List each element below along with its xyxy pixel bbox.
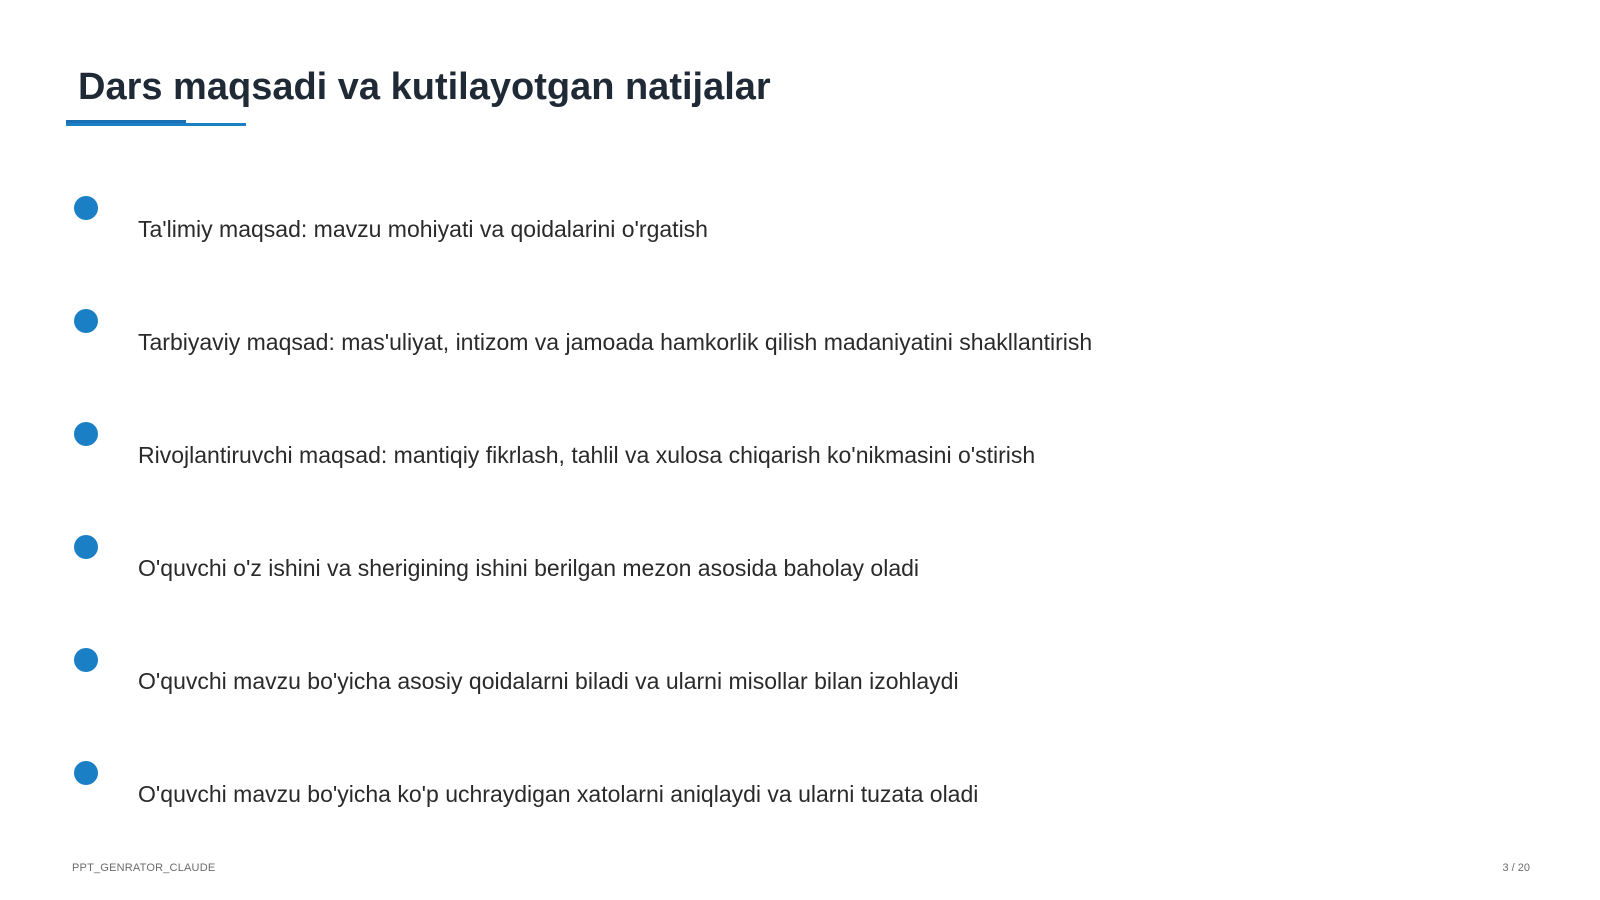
list-item-text: Rivojlantiruvchi maqsad: mantiqiy fikrlash, tahlil va xulosa chiqarish ko'nikmasini o'stirish: [138, 442, 1036, 468]
list-item-text: Ta'limiy maqsad: mavzu mohiyati va qoidalarini o'rgatish: [138, 216, 708, 242]
list-item-text: Tarbiyaviy maqsad: mas'uliyat, intizom va jamoada hamkorlik qilish madaniyatini shakllantirish: [138, 329, 1093, 355]
bullet-dot-icon: [74, 761, 98, 785]
slide-title: Dars maqsadi va kutilayotgan natijalar: [78, 66, 771, 108]
list-item: [0, 761, 1600, 821]
page-indicator: 3 / 20: [1502, 862, 1530, 874]
bullet-dot-icon: [74, 309, 98, 333]
list-item: [0, 196, 1600, 256]
bullet-dot-icon: [74, 422, 98, 446]
list-item: [0, 648, 1600, 708]
bullet-dot-icon: [74, 196, 98, 220]
list-item: [0, 309, 1600, 369]
bullet-dot-icon: [74, 648, 98, 672]
list-item: [0, 535, 1600, 595]
list-item-text: O'quvchi mavzu bo'yicha ko'p uchraydigan xatolarni aniqlaydi va ularni tuzata oladi: [138, 781, 979, 807]
footer-source-label: PPT_GENRATOR_CLAUDE: [72, 862, 216, 874]
list-item-text: O'quvchi o'z ishini va sherigining ishini berilgan mezon asosida baholay oladi: [138, 555, 920, 581]
list-item-text: O'quvchi mavzu bo'yicha asosiy qoidalarni biladi va ularni misollar bilan izohlaydi: [138, 668, 959, 694]
list-item: [0, 422, 1600, 482]
bullet-dot-icon: [74, 535, 98, 559]
